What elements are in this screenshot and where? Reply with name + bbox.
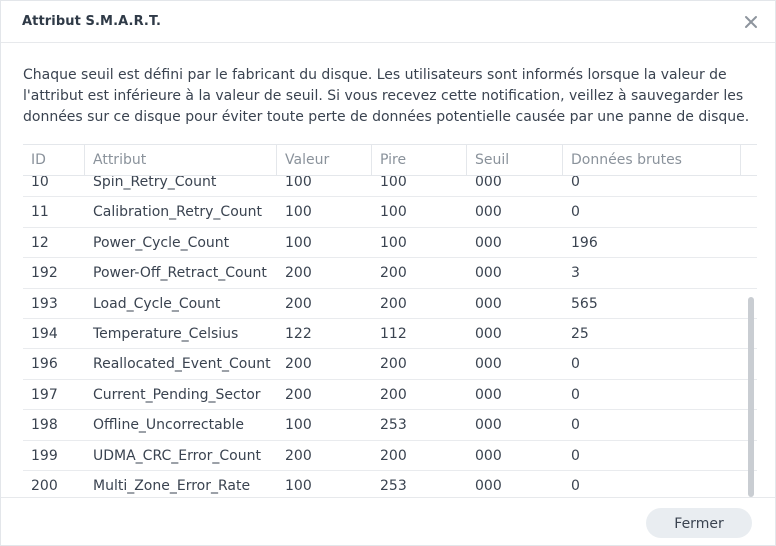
column-header-valeur[interactable]: Valeur (277, 145, 372, 175)
cell-pire: 200 (380, 265, 407, 282)
cell-donnees-brutes: 565 (571, 295, 598, 312)
cell-attribut: Calibration_Retry_Count (93, 204, 262, 221)
smart-table (23, 144, 757, 498)
cell-seuil: 000 (475, 326, 502, 342)
column-header-id[interactable]: ID (23, 145, 85, 175)
table-header (23, 145, 757, 176)
cell-id: 196 (31, 356, 58, 373)
table-row[interactable] (23, 349, 757, 379)
column-header-seuil[interactable]: Seuil (467, 145, 563, 175)
cell-valeur: 100 (285, 234, 312, 251)
table-row[interactable] (23, 289, 757, 319)
cell-donnees-brutes: 25 (571, 326, 589, 342)
dialog-description: Chaque seuil est défini par le fabricant du disque. Les utilisateurs sont informés lorsque la valeur de l'attribut est inférieure à la valeur de seuil. Si vous recevez cette notification, veillez à sauvegarder les données sur ce disque pour éviter toute perte de données potentielle causée par une panne de disque. (23, 67, 750, 125)
cell-valeur: 122 (285, 326, 312, 342)
dialog-titlebar (1, 1, 775, 43)
dialog-title: Attribut S.M.A.R.T. (22, 14, 161, 29)
cell-attribut: Current_Pending_Sector (93, 386, 261, 403)
cell-valeur: 100 (285, 204, 312, 221)
cell-valeur: 100 (285, 176, 312, 190)
cell-valeur: 100 (285, 478, 312, 494)
cell-pire: 100 (380, 204, 407, 221)
table-row[interactable] (23, 410, 757, 440)
cell-pire: 100 (380, 176, 407, 190)
cell-valeur: 200 (285, 386, 312, 403)
cell-id: 11 (31, 204, 49, 221)
column-header-pire[interactable]: Pire (372, 145, 467, 175)
table-row[interactable] (23, 228, 757, 258)
cell-attribut: Power_Cycle_Count (93, 234, 230, 251)
column-header-attribut[interactable]: Attribut (85, 145, 277, 175)
cell-seuil: 000 (475, 234, 502, 251)
table-scrollbar[interactable] (748, 297, 754, 497)
cell-id: 12 (31, 234, 49, 251)
cell-seuil: 000 (475, 265, 502, 282)
cell-pire: 253 (380, 417, 407, 434)
cell-attribut: Load_Cycle_Count (93, 295, 221, 312)
cell-seuil: 000 (475, 356, 502, 373)
cell-donnees-brutes: 0 (571, 176, 580, 190)
cell-seuil: 000 (475, 176, 502, 190)
cell-pire: 200 (380, 447, 407, 464)
table-body[interactable] (23, 176, 757, 498)
cell-donnees-brutes: 0 (571, 356, 580, 373)
cell-seuil: 000 (475, 417, 502, 434)
cell-attribut: Spin_Retry_Count (93, 176, 217, 190)
table-row[interactable] (23, 380, 757, 410)
cell-donnees-brutes: 0 (571, 204, 580, 221)
cell-id: 194 (31, 326, 58, 342)
table-row[interactable] (23, 197, 757, 227)
cell-donnees-brutes: 0 (571, 417, 580, 434)
cell-id: 199 (31, 447, 58, 464)
table-row[interactable] (23, 319, 757, 349)
table-row[interactable] (23, 258, 757, 288)
cell-attribut: Reallocated_Event_Count (93, 356, 271, 373)
cell-pire: 200 (380, 295, 407, 312)
cell-id: 200 (31, 478, 58, 494)
cell-valeur: 200 (285, 295, 312, 312)
cell-seuil: 000 (475, 386, 502, 403)
cell-donnees-brutes: 0 (571, 386, 580, 403)
close-button[interactable]: Fermer (646, 508, 752, 538)
cell-attribut: Offline_Uncorrectable (93, 417, 245, 434)
cell-valeur: 200 (285, 356, 312, 373)
close-icon[interactable] (741, 12, 761, 32)
cell-attribut: Power-Off_Retract_Count (93, 265, 267, 282)
cell-pire: 200 (380, 386, 407, 403)
cell-valeur: 200 (285, 265, 312, 282)
cell-seuil: 000 (475, 295, 502, 312)
cell-donnees-brutes: 0 (571, 478, 580, 494)
dialog-footer (1, 497, 775, 546)
table-row[interactable] (23, 441, 757, 471)
cell-pire: 200 (380, 356, 407, 373)
cell-id: 192 (31, 265, 58, 282)
cell-pire: 100 (380, 234, 407, 251)
cell-seuil: 000 (475, 478, 502, 494)
cell-seuil: 000 (475, 204, 502, 221)
cell-id: 198 (31, 417, 58, 434)
cell-pire: 112 (380, 326, 407, 342)
table-row[interactable] (23, 176, 757, 197)
cell-donnees-brutes: 196 (571, 234, 598, 251)
cell-id: 197 (31, 386, 58, 403)
cell-valeur: 200 (285, 447, 312, 464)
column-header-donnees-brutes[interactable]: Données brutes (563, 145, 741, 175)
cell-valeur: 100 (285, 417, 312, 434)
cell-attribut: UDMA_CRC_Error_Count (93, 447, 261, 464)
cell-seuil: 000 (475, 447, 502, 464)
cell-attribut: Multi_Zone_Error_Rate (93, 478, 251, 494)
cell-attribut: Temperature_Celsius (93, 326, 239, 342)
cell-id: 193 (31, 295, 58, 312)
table-row[interactable] (23, 471, 757, 498)
cell-pire: 253 (380, 478, 407, 494)
cell-donnees-brutes: 0 (571, 447, 580, 464)
cell-donnees-brutes: 3 (571, 265, 580, 282)
cell-id: 10 (31, 176, 49, 190)
